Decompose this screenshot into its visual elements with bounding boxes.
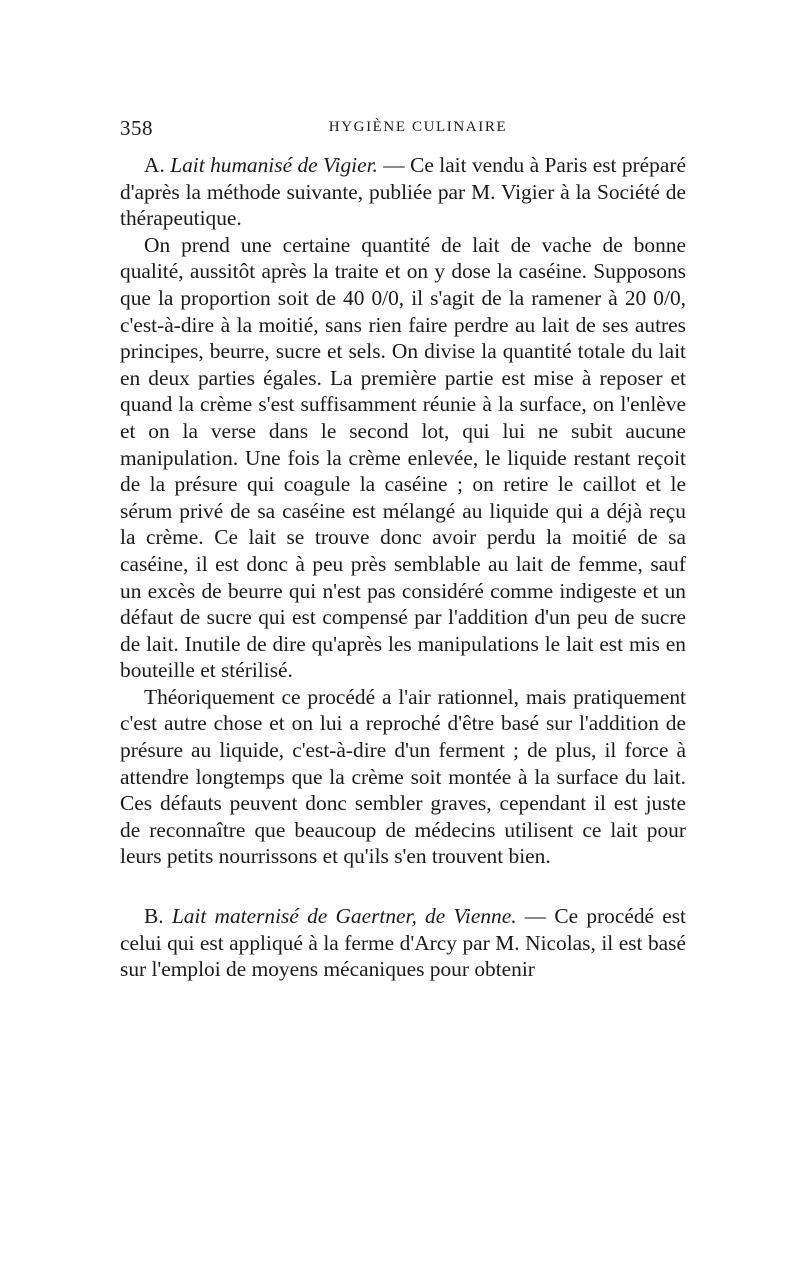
section-lead-title: Lait maternisé de Gaertner, de Vienne. <box>171 904 517 929</box>
section-lead-title: Lait humanisé de Vigier. <box>170 153 378 177</box>
running-title: HYGIÈNE CULINAIRE <box>328 119 508 135</box>
section-marker: B. <box>144 904 172 929</box>
paragraph-lait-materinise <box>120 903 686 983</box>
running-head <box>120 116 686 140</box>
paragraph-text: — Ce lait vendu à Paris est préparé d'après la méthode suivante, publiée par M. Vigier à la Société de thérapeutique. <box>120 153 686 231</box>
paragraph-critique: Théoriquement ce procédé a l'air rationnel, mais pratiquement c'est autre chose et on lui a reproché d'être basé sur l'addition de présure au liquide, c'est-à-dire d'un ferment ; de plus, il force à attendre longtemps que la crème soit montée à la surface du lait. Ces défauts peuvent donc sembler graves, cependant il est juste de reconnaître que beaucoup de médecins utilisent ce lait pour leurs petits nourrissons et qu'ils s'en trouvent bien. <box>120 684 686 869</box>
paragraph-text: — Ce procédé est celui qui est appliqué à la ferme d'Arcy par M. Nicolas, il est basé sur l'emploi de moyens mécaniques pour obtenir <box>120 904 687 982</box>
paragraph-method: On prend une certaine quantité de lait de vache de bonne qualité, aussitôt après la traite et on y dose la caséine. Supposons que la proportion soit de 40 0/0, il s'agit de la ramener à 20 0/0, c'est-à-dire à la moitié, sans rien faire perdre au lait de ses autres principes, beurre, sucre et sels. On divise la quantité totale du lait en deux parties égales. La première partie est mise à reposer et quand la crème s'est suffisamment réunie à la surface, on l'enlève et on la verse dans le second lot, qui lui ne subit aucune manipulation. Une fois la crème enlevée, le liquide restant reçoit de la présure qui coagule la caséine ; on retire le caillot et le sérum privé de sa caséine est mélangé au liquide qui a déjà reçu la crème. Ce lait se trouve donc avoir perdu la moitié de sa caséine, il est donc à peu près semblable au lait de femme, sauf un excès de beurre qui n'est pas considéré comme indigeste et un défaut de sucre qui est compensé par l'addition d'un peu de sucre de lait. Inutile de dire qu'après les manipulations le lait est mis en bouteille et stérilisé. <box>120 232 686 683</box>
page-number: 358 <box>120 116 153 140</box>
paragraph-lait-humanise <box>120 152 686 232</box>
body-text <box>120 152 686 983</box>
section-marker: A. <box>144 153 171 177</box>
